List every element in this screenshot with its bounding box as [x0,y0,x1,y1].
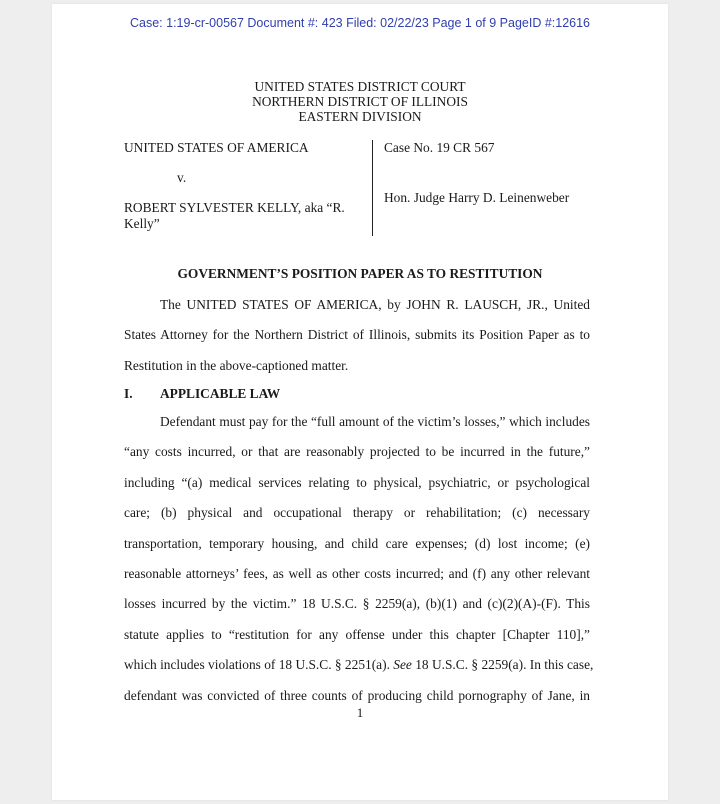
body-line: losses incurred by the victim.” 18 U.S.C. § 2259(a), (b)(1) and (c)(2)(A)-(F). This [124,596,590,612]
defendant-name-line1: ROBERT SYLVESTER KELLY, aka “R. [124,200,345,215]
body-line: Defendant must pay for the “full amount of the victim’s losses,” which includes [160,414,590,429]
body-text: which includes violations of 18 U.S.C. § 2251(a). [124,657,394,673]
defendant-name-line2: Kelly” [124,216,160,231]
document-page [52,4,668,800]
caption-parties [124,140,368,232]
page-number: 1 [356,705,364,720]
court-division: EASTERN DIVISION [298,109,422,124]
intro-line: Restitution in the above-captioned matter. [124,357,349,373]
court-heading [52,79,668,124]
document-title: GOVERNMENT’S POSITION PAPER AS TO RESTITUTION [177,266,543,281]
section-number: I. [124,386,133,401]
body-line: “any costs incurred, or that are reasonably projected to be incurred in the future,” [124,444,590,460]
intro-line: The UNITED STATES OF AMERICA, by JOHN R. LAUSCH, JR., United [160,297,590,312]
body-text: 18 U.S.C. § 2259(a). In this case, [411,657,594,673]
intro-paragraph [124,290,590,381]
intro-line: States Attorney for the Northern District of Illinois, submits its Position Paper as to [124,327,590,343]
body-line: transportation, temporary housing, and child care expenses; (d) lost income; (e) [124,535,590,551]
body-line: defendant was convicted of three counts of producing child pornography of Jane, in [124,687,590,703]
body-line: care; (b) physical and occupational therapy or rehabilitation; (c) necessary [124,505,590,521]
court-district: NORTHERN DISTRICT OF ILLINOIS [252,94,468,109]
caption-divider [372,140,373,236]
judge-name: Hon. Judge Harry D. Leinenweber [384,190,570,205]
ecf-header-stamp: Case: 1:19-cr-00567 Document #: 423 Filed: 02/22/23 Page 1 of 9 PageID #:12616 [129,16,591,30]
section-heading [124,386,280,402]
caption-case-info [384,140,624,206]
body-line: statute applies to “restitution for any offense under this chapter [Chapter 110],” [124,626,590,642]
body-line: including “(a) medical services relating to physical, psychiatric, or psychological [124,474,590,490]
body-paragraph [124,407,594,711]
citation-signal: See [393,657,412,673]
plaintiff-name: UNITED STATES OF AMERICA [124,140,309,155]
section-title: APPLICABLE LAW [160,386,281,401]
case-number: Case No. 19 CR 567 [384,140,495,155]
body-line [124,650,594,680]
court-name: UNITED STATES DISTRICT COURT [254,79,466,94]
versus-label: v. [177,170,187,185]
case-caption [52,140,668,240]
body-line: reasonable attorneys’ fees, as well as other costs incurred; and (f) any other relevant [124,566,590,582]
